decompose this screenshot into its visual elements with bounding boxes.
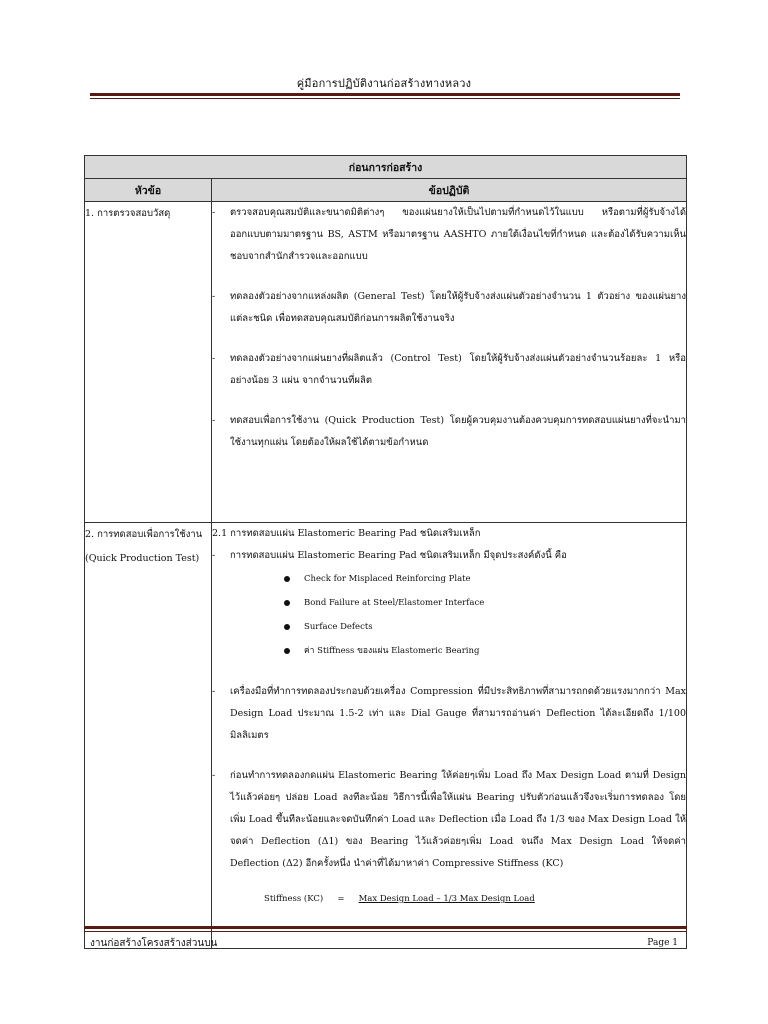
list-item: - ก่อนทำการทดลองกดแผ่น Elastomeric Bearing ให้ค่อยๆเพิ่ม Load ถึง Max Design Load ตามที่ Design ไว้แล้วค่อยๆ ปล่อย Load ลงทีละน้อย วิธีการนี้เพื่อให้แผ่น Bearing ปรับตัวก่อนแล้วจึงจะเริ่มการทดลอง โดยเพิ่ม Load ขึ้นทีละน้อยและจดบันทึกค่า Load และ Deflection เมื่อ Load ถึง 1/3 ของ Max Design Load ให้จดค่า Deflection (Δ1) ของ Bearing ไว้แล้วค่อยๆเพิ่ม Load จนถึง Max Design Load ให้จดค่า Deflection (Δ2) อีกครั้งหนึ่ง นำค่าที่ได้มาหาค่า Compressive Stiffness (KC)	[212, 770, 686, 869]
stiffness-formula: Stiffness (KC) = Max Design Load – 1/3 Max Design Load	[264, 894, 535, 904]
row-topic: 1. การตรวจสอบวัสดุ	[85, 202, 212, 523]
header-rule-thin	[90, 98, 680, 99]
table-title: ก่อนการก่อสร้าง	[85, 156, 687, 179]
header-rule	[90, 93, 680, 96]
list-item: Bond Failure at Steel/Elastomer Interface	[212, 591, 686, 615]
footer-rule	[84, 926, 687, 929]
bullet-icon	[284, 576, 290, 582]
subheading: 2.1 การทดสอบแผ่น Elastomeric Bearing Pad ชนิดเสริมเหล็ก	[212, 528, 481, 539]
list-item: - เครื่องมือที่ทำการทดลองประกอบด้วยเครื่อง Compression ที่มีประสิทธิภาพที่สามารถกดด้วยแรงมากกว่า Max Design Load ประมาณ 1.5-2 เท่า และ Dial Gauge ที่สามารถอ่านค่า Deflection ได้ละเอียดถึง 1/100 มิลลิเมตร	[212, 686, 686, 741]
footer-section-title: งานก่อสร้างโครงสร้างส่วนบน	[90, 938, 218, 949]
table-row	[85, 523, 687, 949]
row-topic: 2. การทดสอบเพื่อการใช้งาน (Quick Production Test)	[85, 523, 212, 949]
page-header-title: คู่มือการปฏิบัติงานก่อสร้างทางหลวง	[296, 77, 472, 90]
list-item: - การทดสอบแผ่น Elastomeric Bearing Pad ชนิดเสริมเหล็ก มีจุดประสงค์ดังนี้ คือ	[212, 550, 567, 561]
list-item: - ตรวจสอบคุณสมบัติและขนาดมิติต่างๆ ของแผ่นยางให้เป็นไปตามที่กำหนดไว้ในแบบ หรือตามที่ผู้รับจ้างได้ออกแบบตามมาตรฐาน BS, ASTM หรือมาตรฐาน AASHTO ภายใต้เงื่อนไขที่กำหนด และต้องได้รับความเห็นชอบจากสำนักสำรวจและออกแบบ	[212, 207, 686, 262]
column-header-practice: ข้อปฏิบัติ	[212, 179, 687, 202]
page-number: Page 1	[647, 938, 678, 948]
table-row	[85, 202, 687, 523]
objective-list	[212, 567, 686, 663]
column-header-topic: หัวข้อ	[85, 179, 212, 202]
list-item: - ทดสอบเพื่อการใช้งาน (Quick Production Test) โดยผู้ควบคุมงานต้องควบคุมการทดสอบแผ่นยางที่จะนำมาใช้งานทุกแผ่น โดยต้องให้ผลใช้ได้ตามข้อกำหนด	[212, 415, 686, 448]
list-item: ค่า Stiffness ของแผ่น Elastomeric Bearing	[212, 639, 686, 663]
list-item: Check for Misplaced Reinforcing Plate	[212, 567, 686, 591]
footer-rule-thin	[84, 931, 687, 932]
list-item: - ทดลองตัวอย่างจากแผ่นยางที่ผลิตแล้ว (Control Test) โดยให้ผู้รับจ้างส่งแผ่นตัวอย่างจำนวนร้อยละ 1 หรือ อย่างน้อย 3 แผ่น จากจำนวนที่ผลิต	[212, 353, 686, 386]
list-item: - ทดลองตัวอย่างจากแหล่งผลิต (General Test) โดยให้ผู้รับจ้างส่งแผ่นตัวอย่างจำนวน 1 ตัวอย่าง ของแผ่นยางแต่ละชนิด เพื่อทดสอบคุณสมบัติก่อนการผลิตใช้งานจริง	[212, 291, 686, 324]
list-item: Surface Defects	[212, 615, 686, 639]
bullet-icon	[284, 600, 290, 606]
bullet-icon	[284, 648, 290, 654]
bullet-icon	[284, 624, 290, 630]
row-practice	[212, 523, 687, 949]
procedure-table	[84, 155, 687, 949]
row-practice	[212, 202, 687, 523]
